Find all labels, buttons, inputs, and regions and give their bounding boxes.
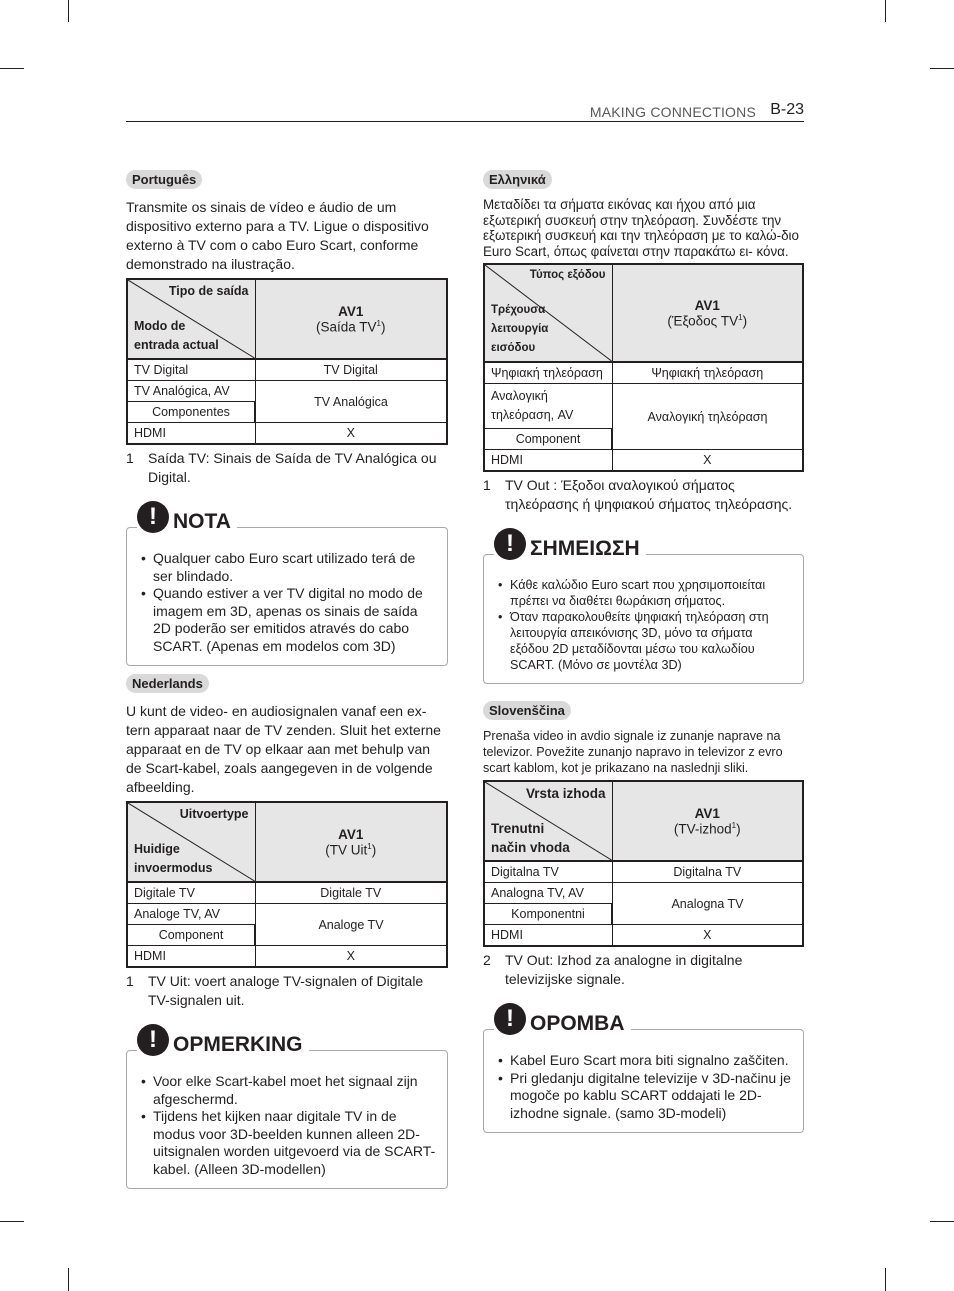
footnote-nl: 1 TV Uit: voert analoge TV-signalen of Digitale TV-signalen uit.: [126, 973, 424, 1008]
note-title: OPMERKING: [173, 1033, 303, 1056]
input-mode-label: Τρέχουσα λειτουργία εισόδου: [491, 304, 549, 355]
table-corner-header: [484, 264, 612, 362]
exclamation-icon: !: [494, 528, 526, 560]
connection-table-sl: [483, 780, 804, 947]
list-item: • Όταν παρακολουθείτε ψηφιακή τηλεόραση στη λειτουργία απεικόνισης 3D, μόνο τα σήματα εξόδου 2D μεταδίδονται μέσω του καλωδίου SCART. (Μόνο σε μοντέλα 3D): [498, 609, 793, 673]
output-type-label: Τύπος εξόδου: [529, 269, 606, 282]
language-tag-nl: Nederlands: [126, 674, 209, 693]
table-row: Analogna TV, AV Analogna TV: [484, 883, 803, 904]
list-item: • Pri gledanju digitalne televizije v 3D-načinu je mogoče po kablu SCART oddajati le 2D-izhodne signale. (samo 3D-modeli): [498, 1070, 793, 1123]
note-box-pt: [126, 503, 448, 666]
crop-mark: [885, 0, 886, 22]
right-column: [483, 170, 804, 1133]
list-item: • Qualquer cabo Euro scart utilizado terá de ser blindado.: [141, 550, 437, 585]
note-title: NOTA: [173, 510, 231, 533]
crop-mark: [68, 0, 69, 22]
note-box-sl: [483, 1005, 804, 1133]
table-row: Digitalna TV Digitalna TV: [484, 861, 803, 883]
exclamation-icon: !: [137, 1024, 169, 1056]
output-type-label: Tipo de saída: [168, 284, 249, 298]
intro-el: Μεταδίδει τα σήματα εικόνας και ήχου από μια εξωτερική συσκευή στην τηλεόραση. Συνδέστε την εξωτερική συσκευή και την τηλεόραση με το καλώ-διο Euro Scart, όπως φαίνεται στην παρακάτω ει- κόνα.: [483, 197, 799, 259]
table-row: Component: [484, 429, 803, 450]
table-row: Αναλογική τηλεόραση, AV Αναλογική τηλεόραση: [484, 384, 803, 429]
footnote-pt: 1 Saída TV: Sinais de Saída de TV Analógica ou Digital.: [126, 450, 437, 485]
note-box-el: [483, 530, 804, 684]
left-column: [126, 170, 448, 1189]
table-row: Komponentni: [484, 904, 803, 925]
table-row: Component: [127, 925, 447, 946]
av1-header: AV1 (TV-izhod$^1$): [612, 781, 803, 861]
output-type-label: Vrsta izhoda: [525, 786, 606, 802]
crop-mark: [0, 68, 24, 69]
section-title: MAKING CONNECTIONS: [589, 104, 756, 120]
table-row: TV Digital TV Digital: [127, 359, 447, 381]
output-type-label: Uitvoertype: [179, 807, 249, 821]
note-title: ΣΗΜΕΙΩΣΗ: [530, 537, 640, 561]
input-mode-label: Modo de entrada actual: [134, 319, 219, 352]
intro-pt: Transmite os sinais de vídeo e áudio de um dispositivo externo para a TV. Ligue o dispositivo externo à TV com o cabo Euro Scart, conforme demonstrado na ilustração.: [126, 199, 429, 272]
footnote-sl: 2 TV Out: Izhod za analogne in digitalne televizijske signale.: [483, 952, 743, 988]
table-row: Componentes: [127, 402, 447, 423]
list-item: • Voor elke Scart-kabel moet het signaal zijn afgeschermd.: [141, 1073, 437, 1108]
crop-mark: [0, 1221, 24, 1222]
crop-mark: [930, 68, 954, 69]
exclamation-icon: !: [494, 1003, 526, 1035]
av1-header: AV1 (Έξοδος $TV^1$): [612, 264, 803, 362]
language-tag-el: Ελληνικά: [483, 170, 552, 189]
page-number: B-23: [770, 101, 804, 118]
table-row: HDMI X: [127, 946, 447, 968]
list-item: • Tijdens het kijken naar digitale TV in de modus voor 3D-beelden kunnen alleen 2D-uitsignalen worden uitgevoerd via de SCART-kabel. (Alleen 3D-modellen): [141, 1108, 437, 1178]
list-item: • Κάθε καλώδιο Euro scart που χρησιμοποιείται πρέπει να διαθέτει θωράκιση σήματος.: [498, 577, 793, 609]
table-row: HDMI X: [484, 925, 803, 947]
table-row: TV Analógica, AV TV Analógica: [127, 381, 447, 402]
language-tag-sl: Slovenščina: [483, 701, 571, 720]
table-row: HDMI X: [484, 450, 803, 472]
crop-mark: [885, 1268, 886, 1291]
av1-header: AV1 (TV Uit$^1$): [255, 802, 447, 882]
table-corner-header: [127, 279, 255, 359]
note-title: OPOMBA: [530, 1012, 625, 1036]
exclamation-icon: !: [137, 501, 169, 533]
footnote-el: 1 TV Out : Έξοδοι αναλογικού σήματος τηλεόρασης ή ψηφιακού σήματος τηλεόρασης.: [483, 477, 793, 513]
intro-nl: U kunt de video- en audiosignalen vanaf een ex-tern apparaat naar de TV zenden. Sluit het externe apparaat en de TV op elkaar aan met behulp van de Scart-kabel, zoals aangegeven in de volgende afbeelding.: [126, 703, 441, 795]
connection-table-el: [483, 263, 804, 472]
list-item: • Quando estiver a ver TV digital no modo de imagem em 3D, apenas os sinais de saída 2D poderão ser emitidos através do cabo SCART. (Apenas em modelos com 3D): [141, 585, 437, 655]
connection-table-pt: [126, 278, 448, 445]
crop-mark: [930, 1221, 954, 1222]
connection-table-nl: [126, 801, 448, 968]
table-row: Digitale TV Digitale TV: [127, 882, 447, 904]
table-corner-header: [484, 781, 612, 861]
table-corner-header: [127, 802, 255, 882]
input-mode-label: Huidige invoermodus: [134, 842, 213, 875]
table-row: HDMI X: [127, 423, 447, 445]
input-mode-label: Trenutni način vhoda: [491, 821, 570, 856]
language-tag-pt: Português: [126, 170, 202, 189]
intro-sl: Prenaša video in avdio signale iz zunanje naprave na televizor. Povežite zunanjo napravo in televizor z evro scart kablom, kot je prikazano na naslednji sliki.: [483, 729, 783, 776]
note-box-nl: [126, 1026, 448, 1189]
av1-header: AV1 (Saída $TV^1$): [255, 279, 447, 359]
page-header: [126, 100, 804, 122]
crop-mark: [68, 1268, 69, 1291]
list-item: • Kabel Euro Scart mora biti signalno zaščiten.: [498, 1052, 793, 1070]
table-row: Analoge TV, AV Analoge TV: [127, 904, 447, 925]
table-row: Ψηφιακή τηλεόραση Ψηφιακή τηλεόραση: [484, 362, 803, 384]
